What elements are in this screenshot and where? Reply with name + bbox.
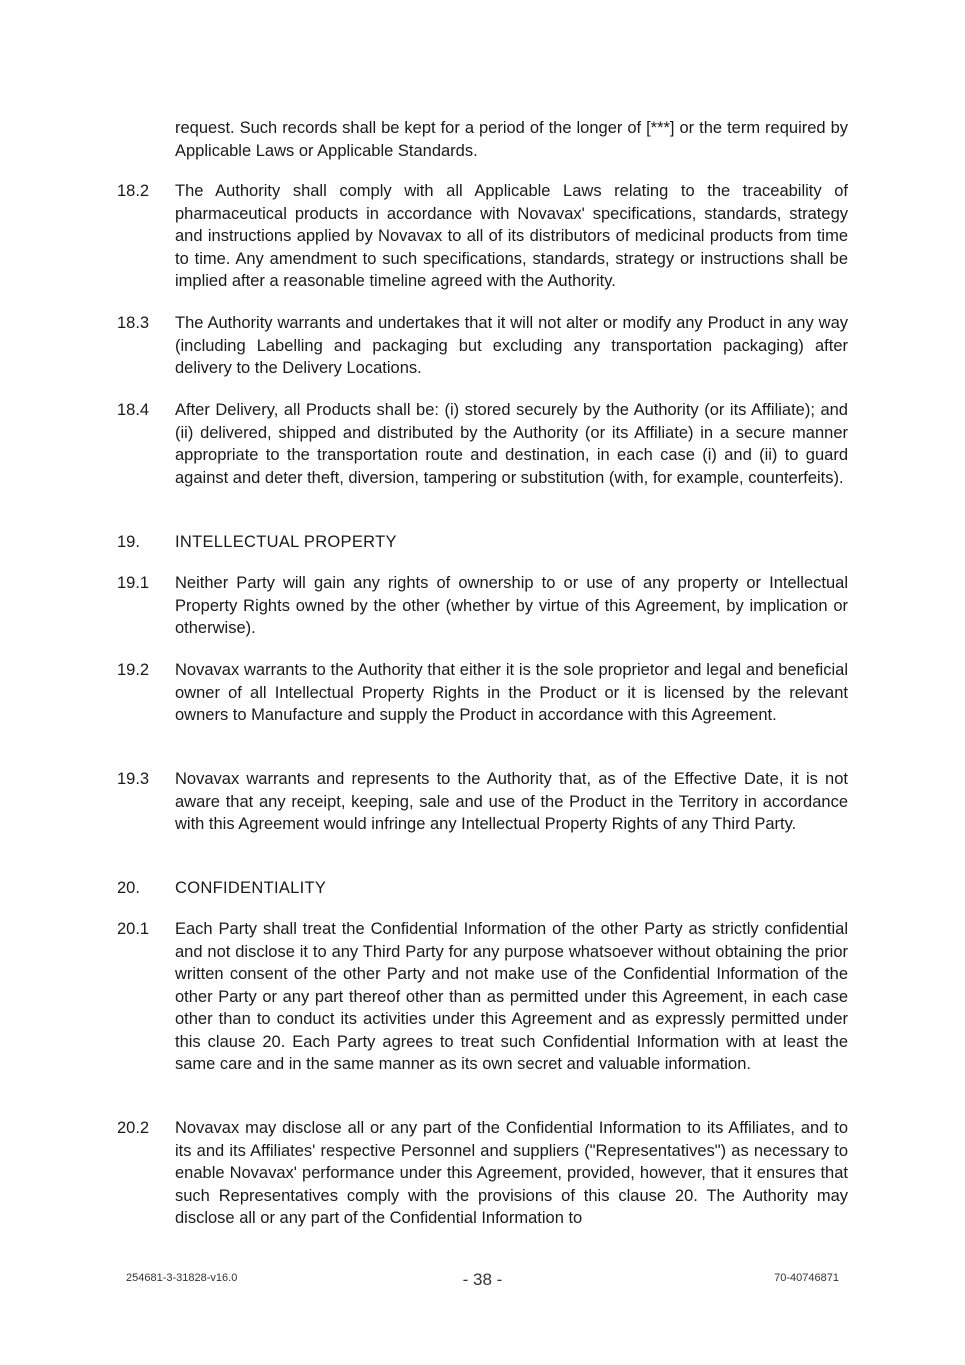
clause-number: 18.4 bbox=[117, 401, 150, 419]
clause-number: 20.2 bbox=[117, 1119, 150, 1137]
section-title: INTELLECTUAL PROPERTY bbox=[175, 533, 397, 551]
clause-text: The Authority shall comply with all Applicable Laws relating to the traceability of pharmaceutical products in accordance with Novavax' specifications, standards, strategy and instructions applied by Novavax to all of its distributors of medicinal products from time to time. Any amendment to such specifications, standards, strategy or instructions shall be implied after a reasonable timeline agreed with the Authority. bbox=[175, 182, 848, 290]
clause-text: Novavax warrants to the Authority that either it is the sole proprietor and legal and beneficial owner of all Intellectual Property Rights in the Product or it is licensed by the relevant owners to Manufacture and supply the Product in accordance with this Agreement. bbox=[175, 661, 848, 724]
footer-matter-reference: 70-40746871 bbox=[774, 1272, 839, 1284]
footer-document-reference: 254681-3-31828-v16.0 bbox=[126, 1272, 238, 1284]
clause-number: 19.1 bbox=[117, 574, 150, 592]
clause-number: 19.3 bbox=[117, 770, 150, 788]
clause-text: Novavax may disclose all or any part of the Confidential Information to its Affiliates, and to its and its Affiliates' respective Personnel and suppliers ("Representatives") as necessary to enable Novavax' performance under this Agreement, provided, however, that it ensures that such Representatives comply with the provisions of this clause 20. The Authority may disclose all or any part of the Confidential Information to bbox=[175, 1119, 848, 1227]
clause-number: 20.1 bbox=[117, 920, 150, 938]
clause-text: After Delivery, all Products shall be: (i) stored securely by the Authority (or its Affiliate); and (ii) delivered, shipped and distributed by the Authority (or its Affiliate) in a secure manner appropriate to the transportation route and destination, in each case (i) and (ii) to guard against and deter theft, diversion, tampering or substitution (with, for example, counterfeits). bbox=[175, 401, 848, 487]
clause-text: Each Party shall treat the Confidential Information of the other Party as strictly confidential and not disclose it to any Third Party for any purpose whatsoever without obtaining the prior written consent of the other Party and not make use of the Confidential Information of the other Party or any part thereof other than as permitted under this Agreement, in each case other than to conduct its activities under this Agreement and as expressly permitted under this clause 20. Each Party agrees to treat such Confidential Information with at least the same care and in the same manner as its own secret and valuable information. bbox=[175, 920, 848, 1073]
clause-text: request. Such records shall be kept for a period of the longer of [***] or the term required by Applicable Laws or Applicable Standards. bbox=[175, 119, 848, 160]
footer-page-number: - 38 - bbox=[462, 1270, 503, 1289]
clause-text: Novavax warrants and represents to the Authority that, as of the Effective Date, it is not aware that any receipt, keeping, sale and use of the Product in the Territory in accordance with this Agreement would infringe any Intellectual Property Rights of any Third Party. bbox=[175, 770, 848, 833]
section-title: CONFIDENTIALITY bbox=[175, 879, 327, 897]
clause-number: 19.2 bbox=[117, 661, 150, 679]
clause-text: The Authority warrants and undertakes that it will not alter or modify any Product in any way (including Labelling and packaging but excluding any transportation packaging) after delivery to the Delivery Locations. bbox=[175, 314, 848, 377]
clause-number: 18.3 bbox=[117, 314, 150, 332]
section-number: 20. bbox=[117, 879, 140, 897]
clause-number: 18.2 bbox=[117, 182, 150, 200]
section-number: 19. bbox=[117, 533, 140, 551]
clause-text: Neither Party will gain any rights of ownership to or use of any property or Intellectual Property Rights owned by the other (whether by virtue of this Agreement, by implication or otherwise). bbox=[175, 574, 848, 637]
